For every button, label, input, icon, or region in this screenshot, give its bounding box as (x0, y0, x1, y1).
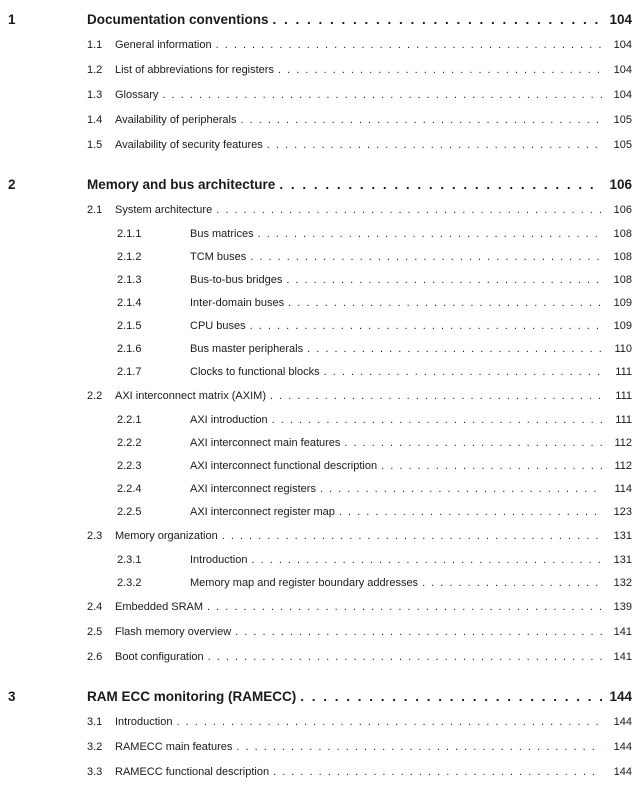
toc-entry-title[interactable]: AXI interconnect functional description (190, 460, 378, 472)
dot-leader (270, 384, 602, 409)
dot-leader (258, 223, 602, 246)
toc-entry-page[interactable]: 141 (613, 626, 632, 638)
dot-leader (278, 58, 602, 83)
toc-entry-number: 2.6 (87, 651, 103, 663)
toc-entry[interactable] (8, 683, 632, 710)
toc-list (8, 6, 632, 785)
toc-entry-number: 2.3.1 (117, 554, 142, 566)
toc-entry[interactable] (8, 455, 632, 478)
dot-leader (235, 620, 602, 645)
toc-entry-page[interactable]: 144 (613, 741, 632, 753)
toc-entry-title[interactable]: AXI interconnect matrix (AXIM) (115, 390, 266, 402)
toc-entry-page[interactable]: 144 (613, 766, 632, 778)
dot-leader (320, 478, 602, 501)
toc-entry-number: 1 (8, 12, 16, 27)
toc-entry-page[interactable]: 106 (609, 177, 632, 192)
toc-entry-page[interactable]: 139 (613, 601, 632, 613)
toc-entry-title[interactable]: Inter-domain buses (190, 297, 285, 309)
toc-entry-page[interactable]: 111 (615, 390, 632, 402)
toc-entry-number: 3.1 (87, 716, 103, 728)
toc-entry-number: 2.2.4 (117, 483, 142, 495)
dot-leader (324, 361, 602, 384)
toc-entry-page[interactable]: 108 (613, 274, 632, 286)
dot-leader (250, 246, 602, 269)
toc-entry-number: 2.3 (87, 530, 103, 542)
toc-entry-page[interactable]: 112 (614, 437, 632, 449)
dot-leader (176, 710, 602, 735)
toc-entry-number: 2.2.5 (117, 506, 142, 518)
toc-entry-page[interactable]: 123 (613, 506, 632, 518)
toc-entry-number: 2.1.6 (117, 343, 142, 355)
dot-leader (300, 683, 602, 710)
toc-entry[interactable] (8, 338, 632, 361)
toc-entry-page[interactable]: 144 (613, 716, 632, 728)
toc-entry-title[interactable]: Introduction (190, 554, 248, 566)
dot-leader (279, 171, 602, 198)
dot-leader (162, 83, 602, 108)
toc-entry-title[interactable]: List of abbreviations for registers (115, 64, 274, 76)
toc-entry-title[interactable]: Bus matrices (190, 228, 254, 240)
toc-entry-title[interactable]: TCM buses (190, 251, 247, 263)
dot-leader (207, 595, 602, 620)
toc-entry-number: 2.1.3 (117, 274, 142, 286)
toc-entry-page[interactable]: 104 (613, 39, 632, 51)
toc-entry-number: 2.2.1 (117, 414, 142, 426)
toc-entry[interactable] (8, 269, 632, 292)
toc-entry-number: 3.2 (87, 741, 103, 753)
toc-entry-number: 1.3 (87, 89, 103, 101)
toc-entry-page[interactable]: 106 (613, 204, 632, 216)
toc-entry-title[interactable]: Availability of peripherals (115, 114, 237, 126)
toc-entry[interactable] (8, 524, 632, 549)
dot-leader (344, 432, 602, 455)
toc-entry-title[interactable]: Introduction (115, 716, 173, 728)
dot-leader (273, 6, 602, 33)
toc-entry-page[interactable]: 132 (613, 577, 632, 589)
toc-entry-number: 2.2.2 (117, 437, 142, 449)
toc-entry-title[interactable]: Glossary (115, 89, 159, 101)
toc-entry[interactable] (8, 620, 632, 645)
dot-leader (208, 645, 602, 670)
toc-entry-title[interactable]: RAMECC main features (115, 741, 233, 753)
toc-entry[interactable] (8, 33, 632, 58)
toc-entry-number: 2.3.2 (117, 577, 142, 589)
dot-leader (307, 338, 602, 361)
toc-entry[interactable] (8, 171, 632, 198)
toc-entry-title[interactable]: Memory organization (115, 530, 218, 542)
dot-leader (251, 549, 602, 572)
dot-leader (288, 292, 602, 315)
toc-entry-page[interactable]: 131 (613, 530, 632, 542)
dot-leader (216, 33, 602, 58)
dot-leader (236, 735, 602, 760)
toc-entry-title[interactable]: RAMECC functional description (115, 766, 270, 778)
toc-entry-title[interactable]: Embedded SRAM (115, 601, 204, 613)
toc-entry-page[interactable]: 131 (613, 554, 632, 566)
toc-entry-page[interactable]: 109 (613, 297, 632, 309)
toc-entry-title[interactable]: Memory map and register boundary addresses (190, 577, 419, 589)
dot-leader (250, 315, 602, 338)
toc-entry-number: 2.2 (87, 390, 103, 402)
toc-entry[interactable] (8, 223, 632, 246)
toc-entry-number: 1.1 (87, 39, 103, 51)
toc-entry-number: 1.5 (87, 139, 103, 151)
toc-entry-title[interactable]: Clocks to functional blocks (190, 366, 320, 378)
toc-entry-title[interactable]: AXI interconnect main features (190, 437, 341, 449)
toc-entry[interactable] (8, 645, 632, 670)
toc-entry-page[interactable]: 111 (615, 366, 632, 378)
toc-entry-number: 1.4 (87, 114, 103, 126)
toc-entry[interactable] (8, 710, 632, 735)
toc-entry-page[interactable]: 112 (614, 460, 632, 472)
toc-entry-page[interactable]: 141 (613, 651, 632, 663)
toc-entry-title[interactable]: AXI interconnect registers (190, 483, 316, 495)
toc-entry-title[interactable]: AXI introduction (190, 414, 268, 426)
toc-entry-page[interactable]: 104 (613, 89, 632, 101)
toc-entry-number: 2.4 (87, 601, 103, 613)
toc-entry[interactable] (8, 361, 632, 384)
toc-entry-title[interactable]: Memory and bus architecture (87, 177, 276, 192)
toc-entry[interactable] (8, 760, 632, 785)
toc-entry[interactable] (8, 409, 632, 432)
toc-entry-title[interactable]: Bus master peripherals (190, 343, 304, 355)
toc-entry-page[interactable]: 105 (613, 139, 632, 151)
toc-entry-page[interactable]: 109 (613, 320, 632, 332)
toc-entry[interactable] (8, 6, 632, 33)
toc-entry-title[interactable]: RAM ECC monitoring (RAMECC) (87, 689, 297, 704)
toc-entry-number: 2.1.5 (117, 320, 142, 332)
toc-entry-page[interactable]: 111 (615, 414, 632, 426)
toc-entry-title[interactable]: Availability of security features (115, 139, 263, 151)
toc-entry-number: 2.1.1 (117, 228, 142, 240)
dot-leader (286, 269, 602, 292)
toc-entry-page[interactable]: 114 (614, 483, 632, 495)
toc-entry[interactable] (8, 549, 632, 572)
toc-entry-page[interactable]: 104 (613, 64, 632, 76)
toc-entry-number: 2.1.4 (117, 297, 142, 309)
toc-entry-title[interactable]: System architecture (115, 204, 213, 216)
toc-entry-number: 2.5 (87, 626, 103, 638)
toc-entry[interactable] (8, 83, 632, 108)
toc-entry-number: 1.2 (87, 64, 103, 76)
dot-leader (381, 455, 602, 478)
dot-leader (339, 501, 602, 524)
toc-entry-title[interactable]: Flash memory overview (115, 626, 232, 638)
toc-entry[interactable] (8, 432, 632, 455)
toc-entry-page[interactable]: 108 (613, 251, 632, 263)
toc-entry-title[interactable]: Boot configuration (115, 651, 204, 663)
toc-entry[interactable] (8, 292, 632, 315)
toc-entry[interactable] (8, 315, 632, 338)
toc-entry[interactable] (8, 198, 632, 223)
toc-entry-number: 2.1.7 (117, 366, 142, 378)
toc-entry-page[interactable]: 144 (609, 689, 632, 704)
toc-entry-page[interactable]: 105 (613, 114, 632, 126)
toc-entry-title[interactable]: AXI interconnect register map (190, 506, 335, 518)
dot-leader (222, 524, 602, 549)
dot-leader (267, 133, 602, 158)
toc-entry-number: 3 (8, 689, 16, 704)
dot-leader (272, 409, 602, 432)
toc-entry-page[interactable]: 110 (614, 343, 632, 355)
toc-entry[interactable] (8, 384, 632, 409)
toc-entry-number: 2.2.3 (117, 460, 142, 472)
toc-entry[interactable] (8, 595, 632, 620)
toc-entry-page[interactable]: 104 (609, 12, 632, 27)
toc-entry[interactable] (8, 133, 632, 158)
toc-entry[interactable] (8, 108, 632, 133)
toc-entry-number: 3.3 (87, 766, 103, 778)
dot-leader (240, 108, 602, 133)
toc-entry[interactable] (8, 501, 632, 524)
toc-entry-title[interactable]: CPU buses (190, 320, 246, 332)
toc-entry-number: 2.1.2 (117, 251, 142, 263)
toc-entry[interactable] (8, 246, 632, 269)
toc-entry-number: 2 (8, 177, 16, 192)
toc-entry-number: 2.1 (87, 204, 103, 216)
toc-entry-title[interactable]: Bus-to-bus bridges (190, 274, 283, 286)
toc-entry-page[interactable]: 108 (613, 228, 632, 240)
dot-leader (422, 572, 602, 595)
dot-leader (216, 198, 602, 223)
toc-entry[interactable] (8, 58, 632, 83)
toc-entry[interactable] (8, 572, 632, 595)
toc-entry[interactable] (8, 735, 632, 760)
toc-entry-title[interactable]: Documentation conventions (87, 12, 269, 27)
toc-entry[interactable] (8, 478, 632, 501)
dot-leader (273, 760, 602, 785)
toc-entry-title[interactable]: General information (115, 39, 212, 51)
